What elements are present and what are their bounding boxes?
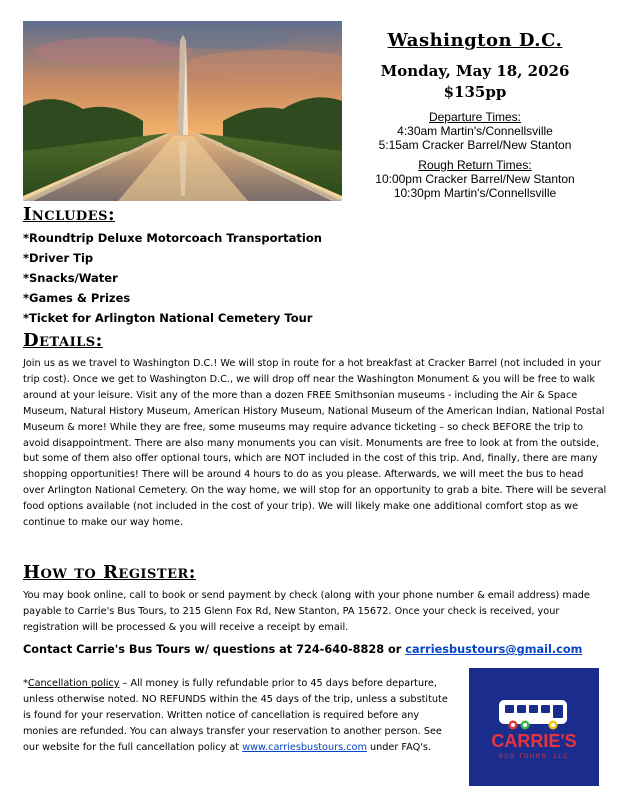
list-item: *Games & Prizes	[23, 291, 131, 305]
email-link[interactable]: carriesbustours@gmail.com	[405, 643, 583, 656]
return-times-label: Rough Return Times:	[418, 158, 532, 172]
list-item: *Snacks/Water	[23, 271, 118, 285]
list-item: *Ticket for Arlington National Cemetery Tour	[23, 311, 313, 325]
trip-price: $135pp	[443, 83, 507, 101]
carries-bus-tours-logo	[469, 668, 599, 786]
departure-time-1: 4:30am Martin's/Connellsville	[397, 124, 553, 138]
cancellation-text: – All money is fully refundable prior to 45 days before departure, unless otherwise noted. NO REFUNDS within the 45 days of the trip, unless a substitute is found for your reservation. Written notice of cancellation is required before any monies are refunded. You can always transfer your reservation to another person. See our website for the full cancellation policy at	[23, 678, 448, 753]
return-time-1: 10:00pm Cracker Barrel/New Stanton	[375, 172, 575, 186]
trip-date: Monday, May 18, 2026	[380, 62, 570, 80]
includes-heading: Includes:	[23, 204, 116, 225]
list-item: *Roundtrip Deluxe Motorcoach Transportation	[23, 231, 322, 245]
bus-icon	[499, 700, 567, 730]
departure-time-2: 5:15am Cracker Barrel/New Stanton	[378, 138, 572, 152]
register-heading: How to Register:	[23, 562, 196, 583]
cancellation-policy	[23, 676, 455, 756]
trip-title: Washington D.C.	[387, 30, 563, 51]
logo-subtitle: BUS TOURS, LLC	[498, 754, 570, 760]
cancellation-label: Cancellation policy	[27, 678, 120, 689]
cancellation-suffix: under FAQ's.	[366, 741, 431, 753]
return-time-2: 10:30pm Martin's/Connellsville	[393, 186, 557, 200]
washington-monument-photo	[23, 21, 342, 201]
details-heading: Details:	[23, 330, 103, 351]
list-item: *Driver Tip	[23, 251, 94, 265]
contact-text: Contact Carrie's Bus Tours w/ questions at 724-640-8828 or	[23, 643, 406, 656]
details-paragraph: Join us as we travel to Washington D.C.! We will stop in route for a hot breakfast at Cracker Barrel (not included in your trip cost). Once we get to Washington D.C., we will drop off near the Washington Monument & you will be free to walk around at your leisure. Visit any of the more than a dozen FREE Smithsonian museums - including the Air & Space Museum, Natural History Museum, American History Museum, National Museum of the American Indian, National Postal Museum & more! While they are free, some museums may require advance ticketing – so check BEFORE the trip to avoid disappointment. There are also many monuments you can visit. Monuments are free to look at from the outside, but some of them also offer optional tours, which are NOT included in the cost of this trip. And, finally, there are many shopping opportunities! There will be around 4 hours to do as you please. Afterwards, we will meet the bus to head over Arlington National Cemetery. On the way home, we will stop for an opportunity to grab a bite. There will be several food options available (not included in the cost of your trip). We will likely make one additional comfort stop as we continue to make our way home.	[23, 358, 607, 529]
trip-header	[355, 30, 595, 200]
includes-list	[23, 230, 322, 330]
logo-name: CARRIE'S	[491, 731, 577, 751]
contact-line	[23, 643, 582, 656]
departure-times-label: Departure Times:	[428, 110, 522, 124]
cancellation-prefix: *	[23, 678, 28, 689]
website-link[interactable]: www.carriesbustours.com	[242, 741, 367, 753]
register-paragraph: You may book online, call to book or send payment by check (along with your phone number & email address) made payable to Carrie's Bus Tours, to 215 Glenn Fox Rd, New Stanton, PA 15672. Once your check is received, your registration will be processed & you will receive a receipt by email.	[23, 590, 590, 633]
